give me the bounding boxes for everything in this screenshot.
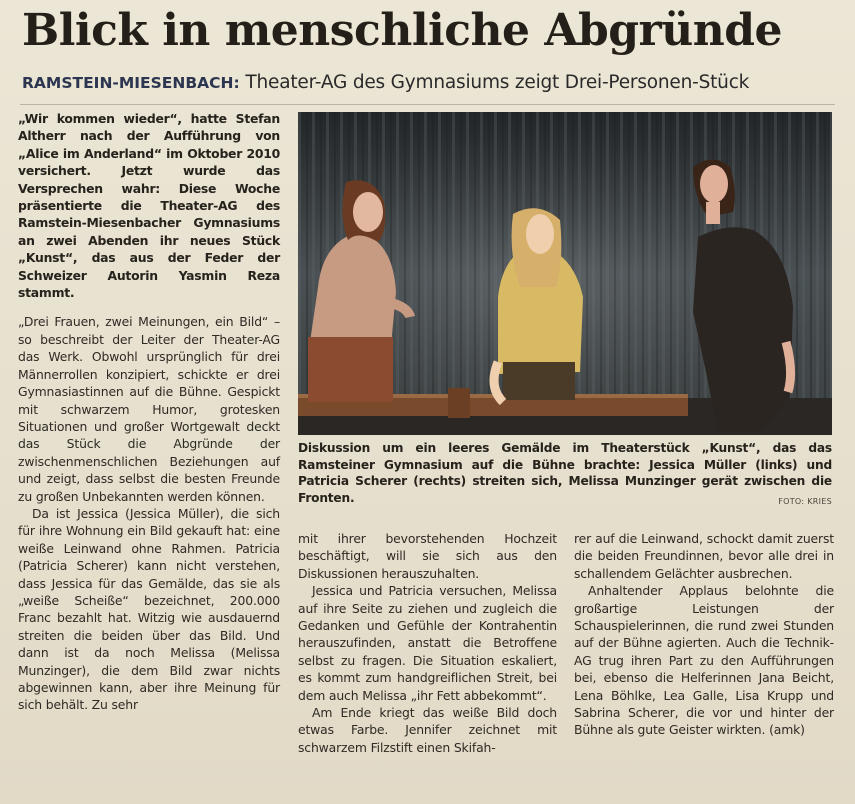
headline: Blick in menschliche Abgründe: [22, 5, 782, 56]
stage-photo-image: [298, 112, 832, 435]
lead-paragraph: „Wir kommen wieder“, hatte Stefan Altherr nach der Aufführung von „Alice im Anderland“ im Oktober 2010 versichert. Jetzt wurde das Versprechen wahr: Diese Woche präsentierte die Theater-AG des Ramstein-Miesenbacher Gymnasiums an zwei Abenden ihr neues Stück „Kunst“, das aus der Feder der Schweizer Autorin Yasmin Reza stammt.: [18, 111, 280, 301]
paragraph: Da ist Jessica (Jessica Müller), die sich für ihre Wohnung ein Bild gekauft hat: eine weiße Leinwand ohne Rahmen. Patricia (Patricia Scherer) kann nicht verstehen, dass Jessica für das Gemälde, das sie als „weiße Scheiße“ bezeichnet, 200.000 Franc bezahlt hat. Witzig wie ausdauernd streiten die beiden über das Bild. Und dann ist da noch Melissa (Melissa Munzinger), die dem Bild zwar nichts abgewinnen kann, aber ihre Meinung für sich behält. Zu sehr: [18, 505, 280, 713]
dateline-place: RAMSTEIN-MIESENBACH:: [22, 74, 240, 92]
divider: [20, 104, 835, 105]
paragraph: „Drei Frauen, zwei Meinungen, ein Bild“ – so beschreibt der Leiter der Theater-AG das Werk. Obwohl ursprünglich für drei Männerrollen konzipiert, schickte er drei Gymnasiastinnen auf die Bühne. Gespickt mit schwarzem Humor, grotesken Situationen und großer Wortgewalt deckt das Stück die Abgründe der zwischenmenschlichen Beziehungen auf und zeigt, dass selbst die besten Freunde zu großen Unbekannten werden können.: [18, 314, 280, 504]
article-column-3: [574, 530, 834, 739]
paragraph: Am Ende kriegt das weiße Bild doch etwas Farbe. Jennifer zeichnet mit schwarzem Filzstift einen Skifah-: [298, 705, 557, 755]
photo-caption: [298, 440, 832, 510]
paragraph: Anhaltender Applaus belohnte die großartige Leistungen der Schauspielerinnen, die rund zwei Stunden auf der Bühne agierten. Auch die Technik-AG trug ihren Part zu den Aufführungen bei, ebenso die Helferinnen Jana Beicht, Lena Böhlke, Lea Galle, Lisa Krupp und Sabrina Scherer, die vor und hinter der Bühne als gute Geister wirkten. (amk): [574, 583, 834, 738]
paragraph: Jessica und Patricia versuchen, Melissa auf ihre Seite zu ziehen und zugleich die Gedanken und Gefühle der Kontrahentin herauszufinden, anstatt die Betroffene selbst zu fragen. Die Situation eskaliert, es kommt zum handgreiflichen Streit, bei dem auch Melissa „ihr Fett abbekommt“.: [298, 583, 557, 703]
article-column-1: [18, 110, 280, 714]
stage-photo: [298, 112, 832, 435]
subheadline-text: Theater-AG des Gymnasiums zeigt Drei-Personen-Stück: [245, 72, 750, 93]
article-column-2: [298, 530, 557, 756]
caption-text: Diskussion um ein leeres Gemälde im Theaterstück „Kunst“, das das Ramsteiner Gymnasium auf die Bühne brachte: Jessica Müller (links) und Patricia Scherer (rechts) streiten sich, Melissa Munzinger gerät zwischen die Fronten.: [298, 441, 832, 505]
subheadline: [22, 72, 842, 93]
paragraph: rer auf die Leinwand, schockt damit zuerst die beiden Freundinnen, bevor alle drei in schallendem Gelächter ausbrechen.: [574, 531, 834, 581]
paragraph: mit ihrer bevorstehenden Hochzeit beschäftigt, will sie sich aus den Diskussionen herauszuhalten.: [298, 531, 557, 581]
photo-credit: FOTO: KRIES: [778, 496, 832, 506]
